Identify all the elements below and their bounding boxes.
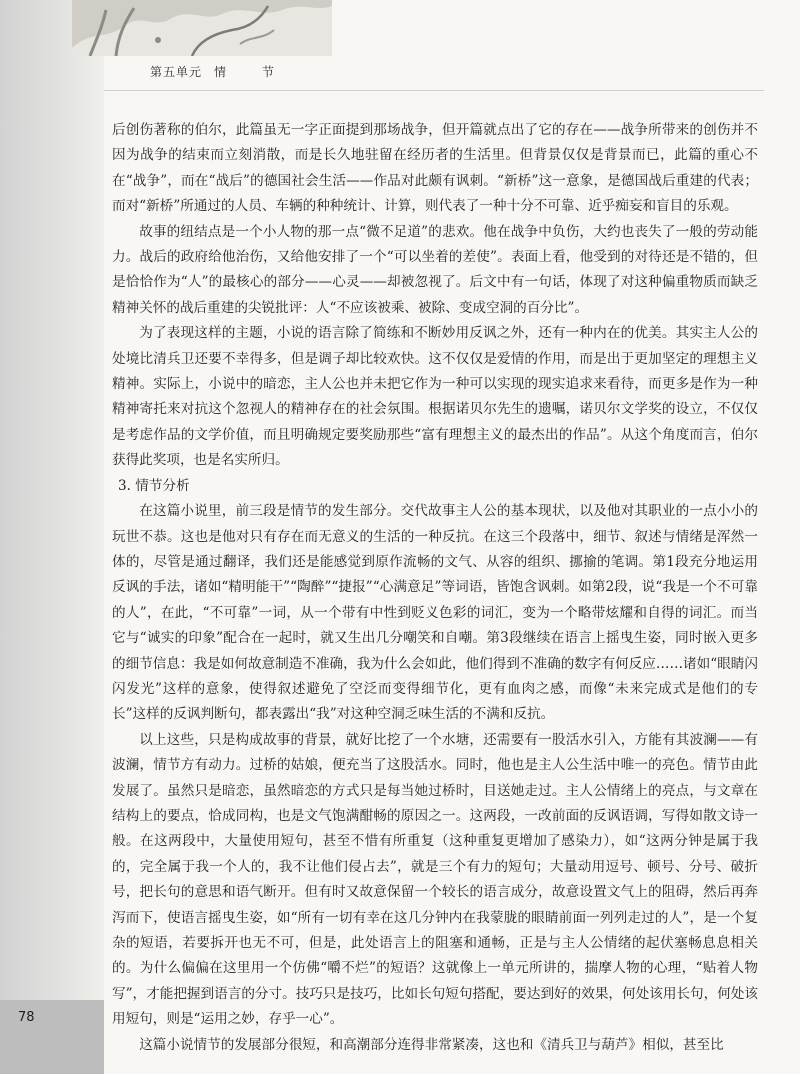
paragraph: 在这篇小说里，前三段是情节的发生部分。交代故事主人公的基本现状，以及他对其职业的一点小小的玩世不恭。这也是他对只有存在而无意义的生活的一种反抗。在这三个段落中，细节、叙述与情绪是浑然一体的，尽管是通过翻译，我们还是能感觉到原作流畅的文气、从容的组织、挪揄的笔调。第1段充分地运用反讽的手法，诸如“精明能干”“陶醉”“捷报”“心满意足”等词语，皆饱含讽刺。如第2段，说“我是一个不可靠的人”，在此，“不可靠”一词，从一个带有中性到贬义色彩的词汇，变为一个略带炫耀和自得的词汇。而当它与“诚实的印象”配合在一起时，就又生出几分嘲笑和自嘲。第3段继续在语言上摇曳生姿，同时嵌入更多的细节信息：我是如何故意制造不准确，我为什么会如此，他们得到不准确的数字有何反应……诸如“眼睛闪闪发光”这样的意象，使得叙述避免了空泛而变得细节化，更有血肉之感，而像“未来完成式是他们的专长”这样的反讽判断句，都表露出“我”对这种空洞乏味生活的不满和反抗。 xyxy=(112,503,758,723)
section-heading: 3. 情节分析 xyxy=(118,477,190,494)
paragraph: 为了表现这样的主题，小说的语言除了简练和不断妙用反讽之外，还有一种内在的优美。其实主人公的处境比清兵卫还要不幸得多，但是调子却比较欢快。这不仅仅是爱情的作用，而是出于更加坚定的理想主义精神。实际上，小说中的暗恋，主人公也并未把它作为一种可以实现的现实追求来看待，而更多是作为一种精神寄托来对抗这个忽视人的精神存在的社会氛围。根据诺贝尔先生的遗嘱，诺贝尔文学奖的设立，不仅仅是考虑作品的文学价值，而且明确规定要奖励那些“富有理想主义的最杰出的作品”。从这个角度而言，伯尔获得此奖项，也是名实所归。 xyxy=(112,325,758,469)
header-divider xyxy=(104,90,764,91)
body-text xyxy=(112,118,758,1058)
unit-title: 情 节 xyxy=(214,65,290,79)
paragraph: 这篇小说情节的发展部分很短，和高潮部分连得非常紧凑，这也和《清兵卫与葫芦》相似，甚至比 xyxy=(139,1036,724,1053)
paragraph: 后创伤著称的伯尔，此篇虽无一字正面提到那场战争，但开篇就点出了它的存在——战争所带来的创伤并不因为战争的结束而立刻消散，而是长久地驻留在经历者的生活里。但背景仅仅是背景而已，此篇的重心不在“战争”，而在“战后”的德国社会生活——作品对此颇有讽刺。“新桥”这一意象，是德国战后重建的代表；而对“新桥”所通过的人员、车辆的种种统计、计算，则代表了一种十分不可靠、近乎痴妄和盲目的乐观。 xyxy=(112,122,758,215)
page-number: 78 xyxy=(18,1010,35,1025)
page-number-tab xyxy=(0,1000,104,1074)
paragraph: 以上这些，只是构成故事的背景，就好比挖了一个水塘，还需要有一股活水引入，方能有其波澜——有波澜，情节方有动力。过桥的姑娘，便充当了这股活水。同时，他也是主人公生活中唯一的亮色。情节由此发展了。虽然只是暗恋，虽然暗恋的方式只是每当她过桥时，目送她走过。主人公情绪上的亮点，与文章在结构上的要点，恰成同构，也是文气饱满酣畅的原因之一。这两段，一改前面的反讽语调，写得如散文诗一般。在这两段中，大量使用短句，甚至不惜有所重复（这种重复更增加了感染力），如“这两分钟是属于我的，完全属于我一个人的，我不让他们侵占去”，就是三个有力的短句；大量动用逗号、顿号、分号、破折号，把长句的意思和语气断开。但有时又故意保留一个较长的语言成分，故意设置文气上的阻碍，然后再奔泻而下，使语言摇曳生姿，如“所有一切有幸在这几分钟内在我蒙胧的眼睛前面一列列走过的人”，是一个复杂的短语，若要拆开也无不可，但是，此处语言上的阻塞和通畅，正是与主人公情绪的起伏塞畅息息相关的。为什么偏偏在这里用一个仿佛“嚼不烂”的短语？这就像上一单元所讲的，揣摩人物的心理，“贴着人物写”，才能把握到语言的分寸。技巧只是技巧，比如长句短句搭配，要达到好的效果，何处该用长句，何处该用短句，则是“运用之妙，存乎一心”。 xyxy=(112,731,758,1028)
running-header xyxy=(150,63,290,80)
unit-label: 第五单元 xyxy=(150,65,203,79)
page-margin-strip xyxy=(0,0,104,1074)
header-illustration xyxy=(72,0,332,56)
paragraph: 故事的纽结点是一个小人物的那一点“微不足道”的悲欢。他在战争中负伤，大约也丧失了一般的劳动能力。战后的政府给他治伤，又给他安排了一个“可以坐着的差使”。表面上看，他受到的对待还是不错的，但是恰恰作为“人”的最核心的部分——心灵——却被忽视了。后文中有一句话，体现了对这种偏重物质而缺乏精神关怀的战后重建的尖锐批评：人“不应该被乘、被除、变成空洞的百分比”。 xyxy=(112,223,758,316)
